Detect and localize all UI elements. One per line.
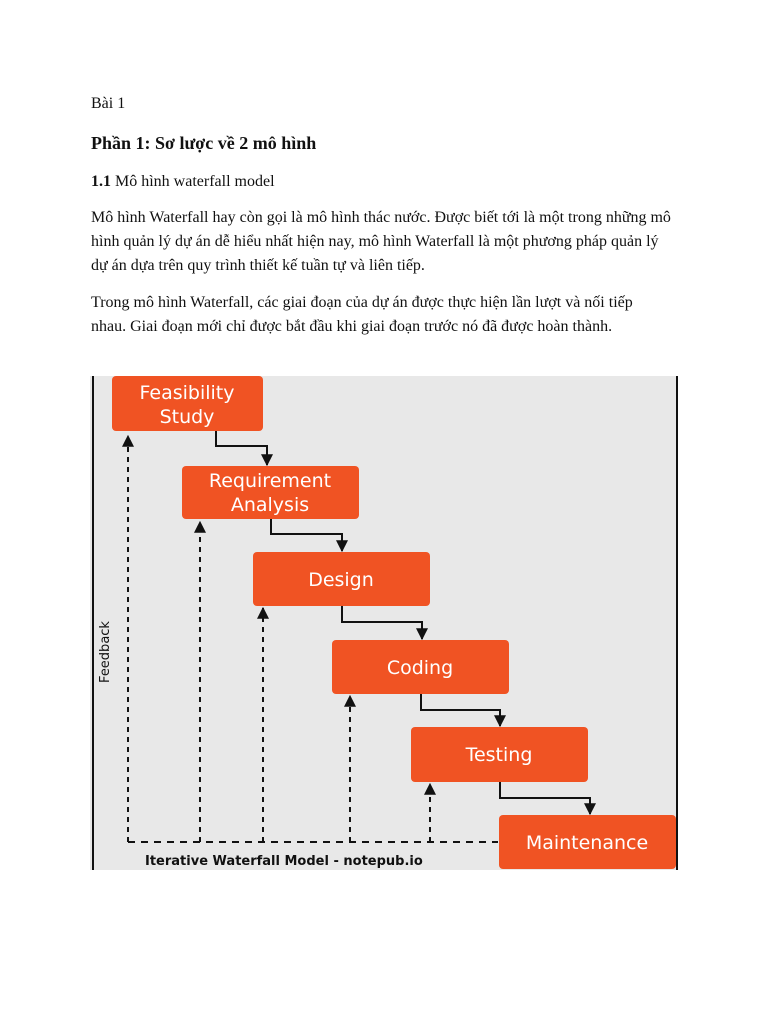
subsection-label: Mô hình waterfall model [111,173,275,190]
paragraph-phases: Trong mô hình Waterfall, các giai đoạn của dự án được thực hiện lần lượt và nối tiếp nhau. Giai đoạn mới chỉ được bắt đầu khi giai đoạn trước nó đã được hoàn thành. [91,294,633,335]
waterfall-diagram-svg [90,376,678,870]
stage-testing [411,727,588,782]
stage-label: Design [308,569,374,591]
stage-label-line2: Study [159,406,215,428]
lesson-label: Bài 1 [91,95,126,112]
section-heading: Phần 1: Sơ lược về 2 mô hình [91,133,317,153]
stage-maintenance [499,815,676,869]
subsection-number: 1.1 [91,173,111,190]
waterfall-diagram [90,376,678,870]
subsection-title [91,170,275,194]
stage-design [253,552,430,606]
stage-label: Coding [386,657,454,679]
stage-feasibility-study [112,376,263,431]
stage-label-line2: Analysis [230,494,310,516]
stage-label-line1: Feasibility [139,382,235,404]
stage-label: Testing [465,744,533,766]
feedback-label: Feedback [98,621,113,683]
stage-requirement-analysis [182,466,359,519]
stage-label-line1: Requirement [208,470,332,492]
stage-label: Maintenance [525,832,649,854]
diagram-caption: Iterative Waterfall Model - notepub.io [145,854,423,869]
paragraph-intro: Mô hình Waterfall hay còn gọi là mô hình thác nước. Được biết tới là một trong những mô hình quản lý dự án dễ hiểu nhất hiện nay, mô hình Waterfall là một phương pháp quản lý dự án dựa trên quy trình thiết kế tuần tự và liên tiếp. [91,209,671,274]
stage-coding [332,640,509,694]
